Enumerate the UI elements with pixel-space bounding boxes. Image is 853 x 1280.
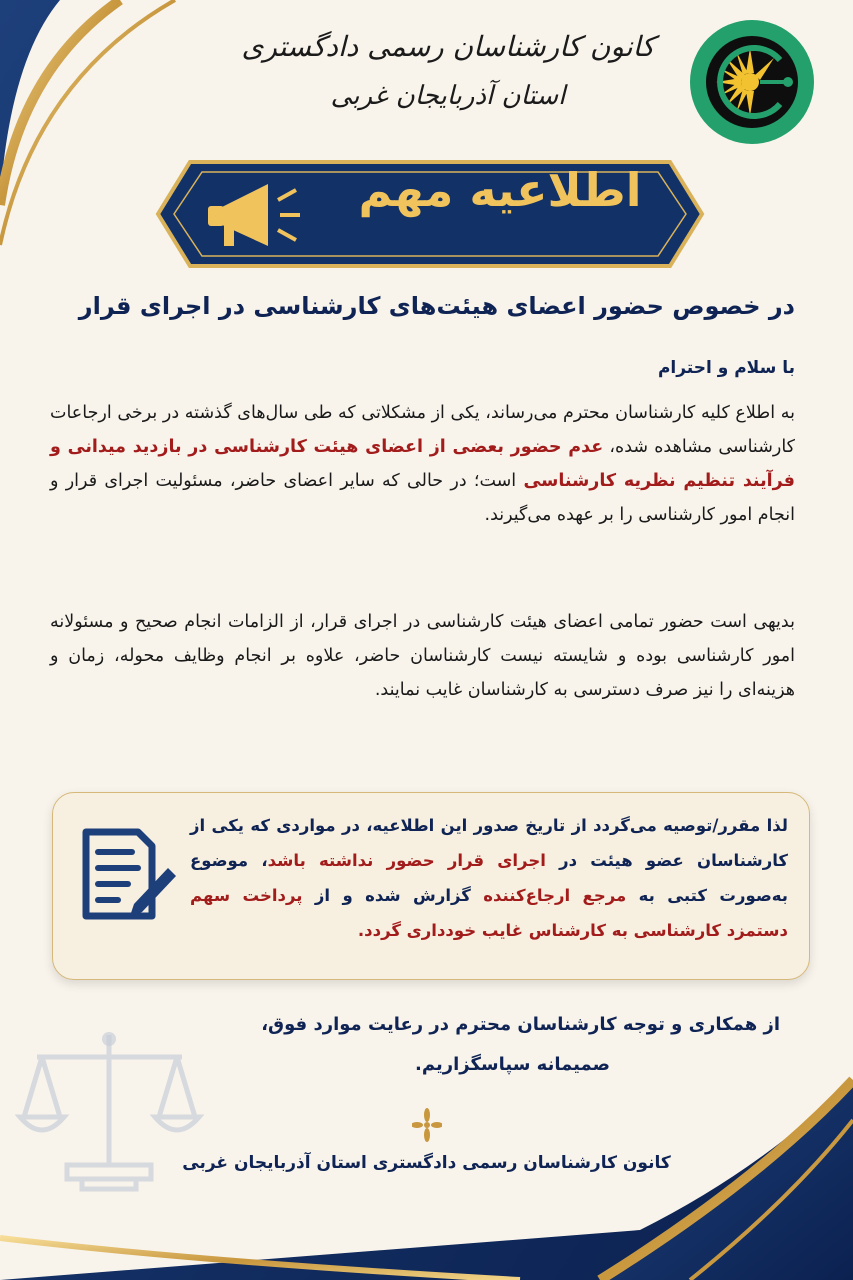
org-name-line2: استان آذربایجان غربی <box>330 81 566 111</box>
p1-highlight: عدم حضور بعضی از اعضای هیئت کارشناسی در بازدید میدانی و فرآیند تنظیم نظریه کارشناسی <box>50 437 795 491</box>
notice-text <box>190 808 788 948</box>
ornament-icon <box>412 1107 442 1143</box>
org-name-line1: کانون کارشناسان رسمی دادگستری <box>241 30 655 63</box>
banner-title: اطلاعیه مهم <box>358 163 642 217</box>
p1-text-c: است؛ در حالی که سایر اعضای حاضر، مسئولیت اجرای قرار و انجام امور کارشناسی را بر عهده می‌گیرند. <box>50 471 795 525</box>
greeting: با سلام و احترام <box>657 358 795 378</box>
notice-t5: گزارش شده و از <box>302 886 484 905</box>
notice-t3: ، موضوع به‌صورت کتبی به <box>190 851 788 905</box>
body-paragraph-1 <box>50 396 795 532</box>
p1-text-a: به اطلاع کلیه کارشناسان محترم می‌رساند، یکی از مشکلاتی که طی سال‌های گذشته در برخی ارجاعات کارشناسی مشاهده شده، <box>50 403 795 457</box>
footer-org-name: کانون کارشناسان رسمی دادگستری استان آذربایجان غربی <box>182 1153 671 1173</box>
closing-line2: صمیمانه سپاسگزاریم. <box>415 1054 610 1075</box>
notice-t4: مرجع ارجاع‌کننده <box>483 886 627 905</box>
sun-logo-icon <box>688 18 816 146</box>
notice-t2: اجرای قرار حضور نداشته باشد <box>267 851 546 870</box>
org-header <box>238 30 658 111</box>
document-edit-icon <box>80 828 180 923</box>
subtitle: در خصوص حضور اعضای هیئت‌های کارشناسی در اجرای قرار <box>78 292 795 320</box>
notice-t6: پرداخت سهم دستمزد کارشناسی به کارشناس غایب خودداری گردد. <box>190 886 788 940</box>
notice-t1: لذا مقرر/توصیه می‌گردد از تاریخ صدور این اطلاعیه، در مواردی که یکی از کارشناسان عضو هیئت در <box>190 816 788 870</box>
closing-text <box>230 1005 780 1085</box>
closing-line1: از همکاری و توجه کارشناسان محترم در رعایت موارد فوق، <box>261 1014 780 1035</box>
body-paragraph-2: بدیهی است حضور تمامی اعضای هیئت کارشناسی در اجرای قرار، از الزامات انجام صحیح و مسئولانه امور کارشناسی بوده و شایسته نیست کارشناسان حاضر، علاوه بر انجام وظایف محوله، زمان و هزینه‌ای را نیز صرف دسترسی به کارشناسان غایب نمایند. <box>50 612 795 700</box>
